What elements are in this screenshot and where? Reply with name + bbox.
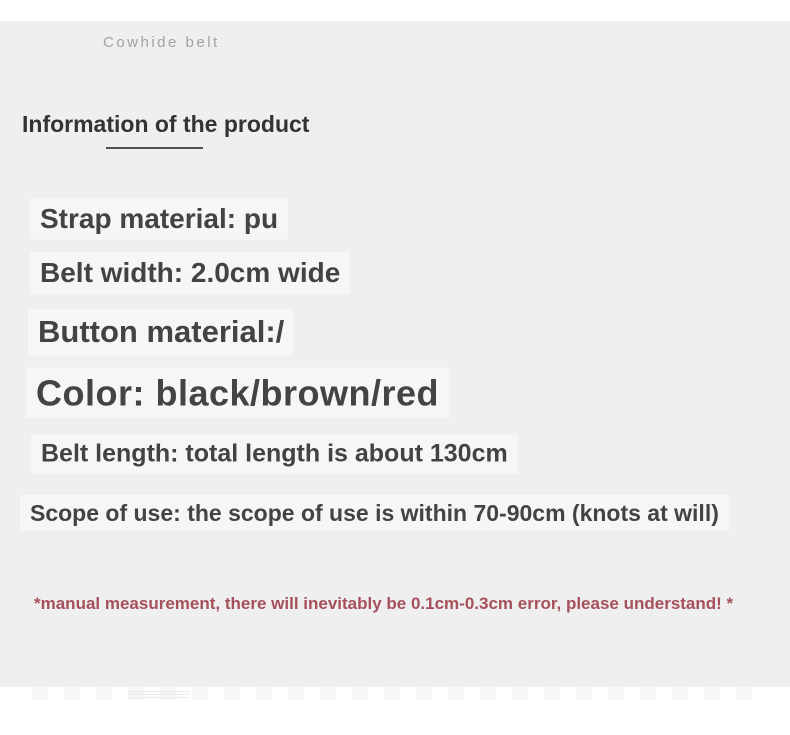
spec-scope-of-use: Scope of use: the scope of use is within 70-90cm (knots at will) xyxy=(20,495,729,531)
spec-belt-length: Belt length: total length is about 130cm xyxy=(31,435,518,474)
spec-button-material: Button material:/ xyxy=(28,309,294,355)
page-title: Information of the product xyxy=(22,111,310,137)
spec-strap-material: Strap material: pu xyxy=(30,198,288,240)
product-watermark-label: Cowhide belt xyxy=(103,34,220,51)
measurement-disclaimer-text: *manual measurement, there will inevitably be 0.1cm-0.3cm error, please understand! * xyxy=(34,594,734,613)
microtext-artifact xyxy=(128,691,190,699)
spec-color-options: Color: black/brown/red xyxy=(26,367,449,418)
spec-belt-width: Belt width: 2.0cm wide xyxy=(30,252,350,294)
title-underline-divider xyxy=(106,147,203,149)
